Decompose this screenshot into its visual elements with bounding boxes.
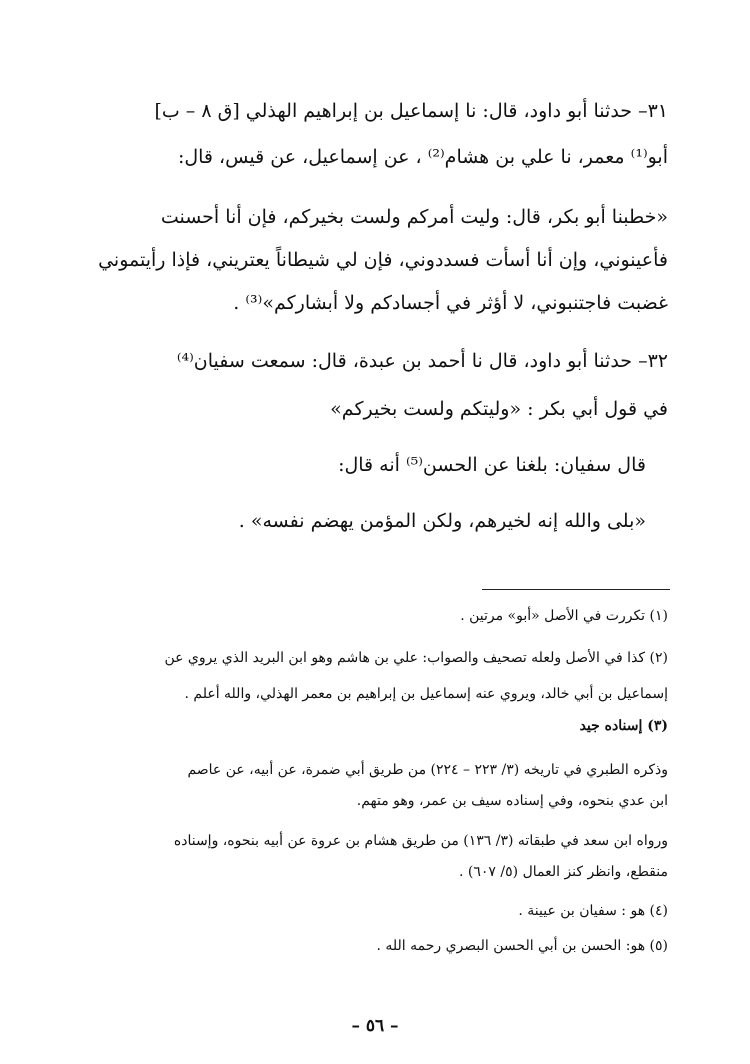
hadith-31-line-3: «خطبنا أبو بكر، قال: وليت أمركم ولست بخيركم، فإن أنا أحسنت xyxy=(160,206,668,228)
footnote-5: (٥) هو: الحسن بن أبي الحسن البصري رحمه الله . xyxy=(376,938,668,954)
footnote-3-heading: (٣) إسناده جيد xyxy=(579,718,668,734)
footnote-2-line-1: (٢) كذا في الأصل ولعله تصحيف والصواب: علي بن هاشم وهو ابن البريد الذي يروي عن xyxy=(164,650,668,666)
footnote-3-line-2: ابن عدي بنحوه، وفي إسناده سيف بن عمر، وهو متهم. xyxy=(356,793,668,809)
hadith-32-line-4: «بلى والله إنه لخيرهم، ولكن المؤمن يهضم نفسه» . xyxy=(238,510,646,532)
footnote-4: (٤) هو : سفيان بن عيينة . xyxy=(518,903,668,919)
footnote-3-line-1: وذكره الطبري في تاريخه (٣/ ٢٢٣ – ٢٢٤) من طريق أبي ضمرة، عن أبيه، عن عاصم xyxy=(187,762,668,778)
footnote-separator xyxy=(482,589,670,590)
footnote-3-line-3: ورواه ابن سعد في طبقاته (٣/ ١٣٦) من طريق هشام بن عروة عن أبيه بنحوه، وإسناده xyxy=(173,833,668,849)
hadith-31-line-1: ٣١– حدثنا أبو داود، قال: نا إسماعيل بن إبراهيم الهذلي [ق ٨ – ب] xyxy=(154,100,668,122)
hadith-31-line-5: غضبت فاجتنبوني، لا أؤثر في أجسادكم ولا أبشاركم»⁽³⁾ . xyxy=(233,292,668,314)
hadith-32-line-1: ٣٢– حدثنا أبو داود، قال نا أحمد بن عبدة، قال: سمعت سفيان⁽⁴⁾ xyxy=(176,350,668,372)
footnote-1: (١) تكررت في الأصل «أبو» مرتين . xyxy=(460,608,668,624)
hadith-32-line-3: قال سفيان: بلغنا عن الحسن⁽⁵⁾ أنه قال: xyxy=(338,454,646,476)
hadith-31-line-4: فأعينوني، وإن أنا أسأت فسددوني، فإن لي شيطاناً يعتريني، فإذا رأيتموني xyxy=(98,249,668,271)
footnote-2-line-2: إسماعيل بن أبي خالد، ويروي عنه إسماعيل بن إبراهيم بن معمر الهذلي، والله أعلم . xyxy=(184,686,668,702)
hadith-31-line-2: أبو⁽¹⁾ معمر، نا علي بن هشام⁽²⁾ ، عن إسماعيل، عن قيس، قال: xyxy=(177,146,668,168)
page-number: – ٥٦ – xyxy=(351,1016,399,1036)
footnote-3-line-4: منقطع، وانظر كنز العمال (٥/ ٦٠٧) . xyxy=(459,864,668,880)
hadith-32-line-2: في قول أبي بكر : «وليتكم ولست بخيركم» xyxy=(330,398,668,420)
